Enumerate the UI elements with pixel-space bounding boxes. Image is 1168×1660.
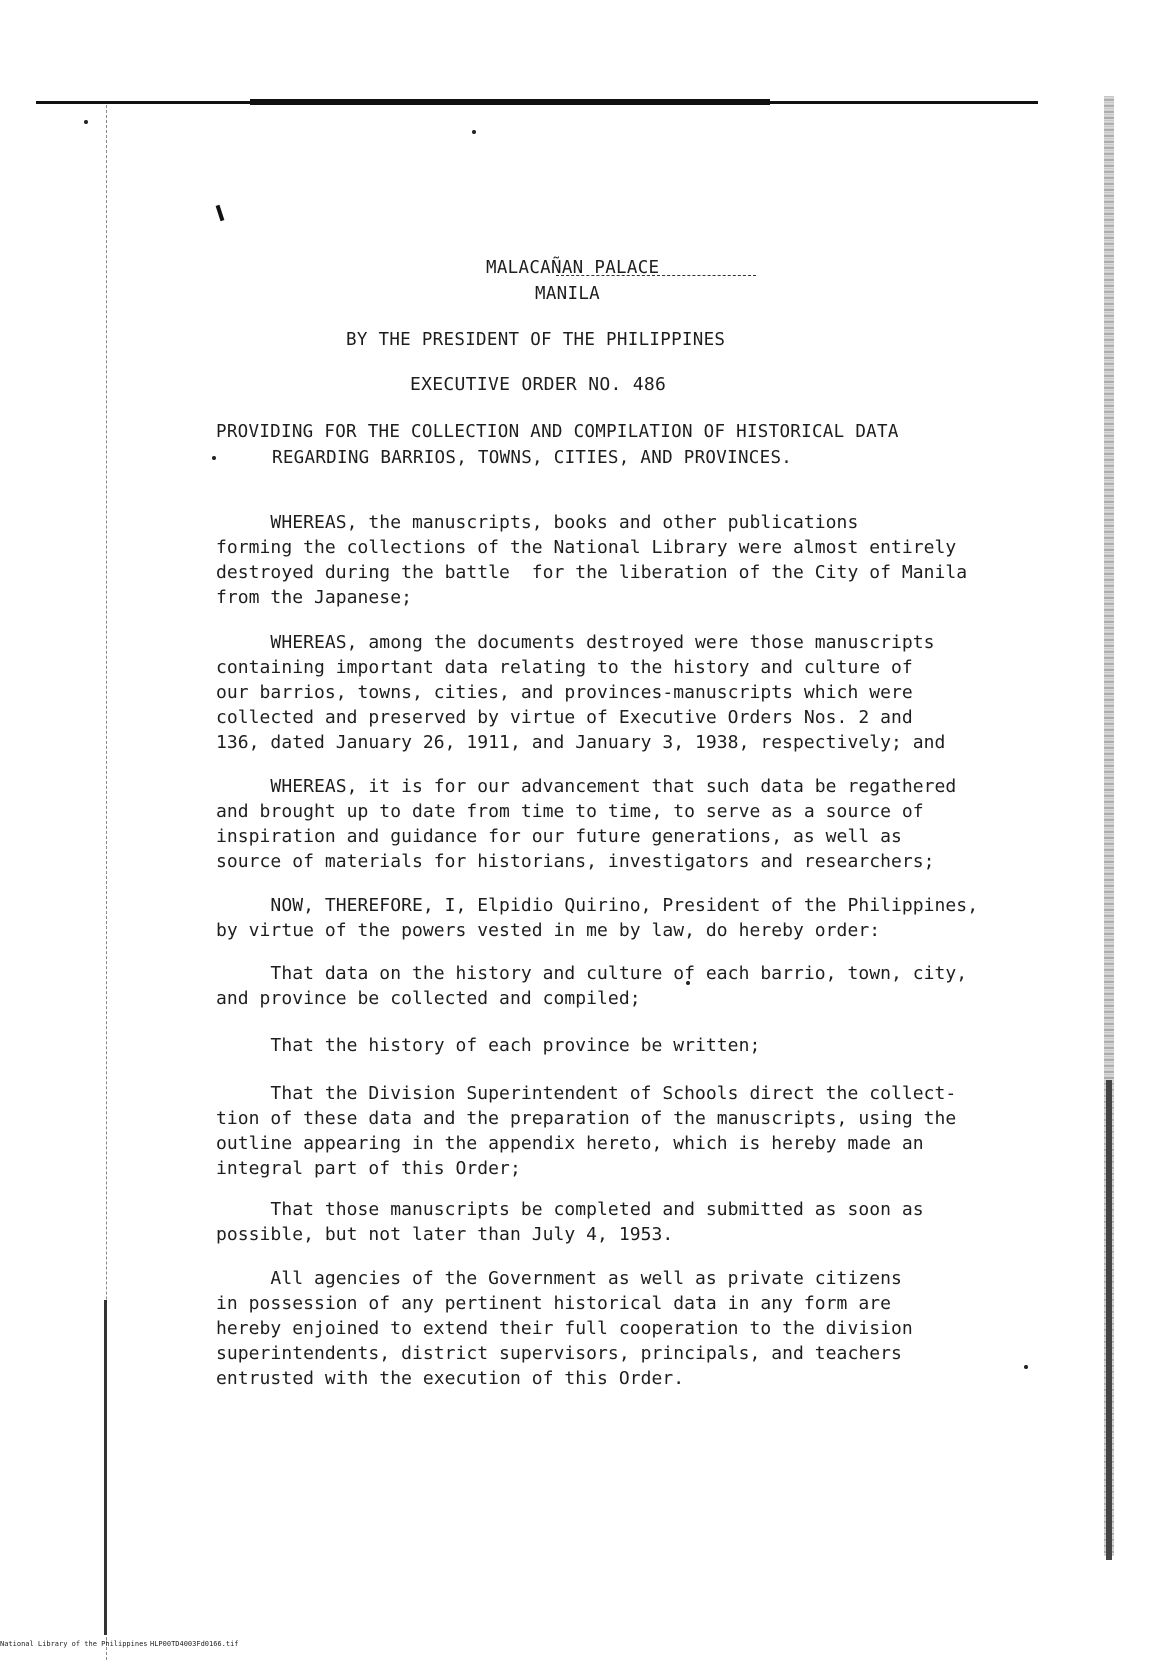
order-clause-3: That the Division Superintendent of Schools direct the collect- tion of these data and the preparation of the manuscripts, using the outline appearing in the appendix hereto, which is hereby made an integral part of this Order; (216, 1083, 957, 1179)
byline: BY THE PRESIDENT OF THE PHILIPPINES (346, 330, 726, 350)
order-clause-2: That the history of each province be written; (216, 1035, 761, 1056)
city-heading: MANILA (535, 284, 601, 304)
palace-underline (556, 275, 756, 276)
footer-file-id: HLP00TD4003Fd0166.tif (150, 1640, 239, 1648)
whereas-paragraph-3: WHEREAS, it is for our advancement that such data be regathered and brought up to date from time to time, to serve as a source of inspiration and guidance for our future generations, as well as source of materials for historians, investigators and researchers; (216, 776, 957, 872)
order-clause-1: That data on the history and culture of each barrio, town, city, and province be collected and compiled; (216, 963, 968, 1009)
whereas-paragraph-1: WHEREAS, the manuscripts, books and other publications forming the collections of the National Library were almost entirely destroyed during the battle for the liberation of the City of Manila from the Japanese; (216, 512, 968, 608)
speck (472, 130, 476, 134)
order-clause-4: That those manuscripts be completed and submitted as soon as possible, but not later than July 4, 1953. (216, 1199, 924, 1245)
scan-edge-dark (1106, 1080, 1112, 1560)
order-number: EXECUTIVE ORDER NO. 486 (410, 374, 667, 395)
speck (84, 120, 88, 124)
whereas-paragraph-2: WHEREAS, among the documents destroyed were those manuscripts containing important data relating to the history and culture of our barrios, towns, cities, and provinces-manuscripts which were collected and preserved by virtue of Executive Orders Nos. 2 and 136, dated January 26, 1911, and January 3, 1938, respectively; and (216, 632, 946, 753)
stray-mark (216, 205, 225, 221)
top-border-thick (250, 99, 770, 105)
left-margin-bar (104, 1300, 107, 1635)
footer-library: National Library of the Philippines (0, 1640, 148, 1648)
palace-heading: MALACAÑAN PALACE (486, 258, 660, 278)
now-therefore-paragraph: NOW, THEREFORE, I, Elpidio Quirino, President of the Philippines, by virtue of the powers vested in me by law, do hereby order: (216, 895, 979, 941)
order-title-line-1: PROVIDING FOR THE COLLECTION AND COMPILATION OF HISTORICAL DATA (216, 422, 899, 442)
order-clause-5: All agencies of the Government as well as private citizens in possession of any pertinent historical data in any form are hereby enjoined to extend their full cooperation to the division superintendents, district supervisors, principals, and teachers entrusted with the execution of this Order. (216, 1268, 913, 1389)
order-title-line-2: REGARDING BARRIOS, TOWNS, CITIES, AND PROVINCES. (272, 448, 793, 468)
speck (212, 456, 216, 460)
